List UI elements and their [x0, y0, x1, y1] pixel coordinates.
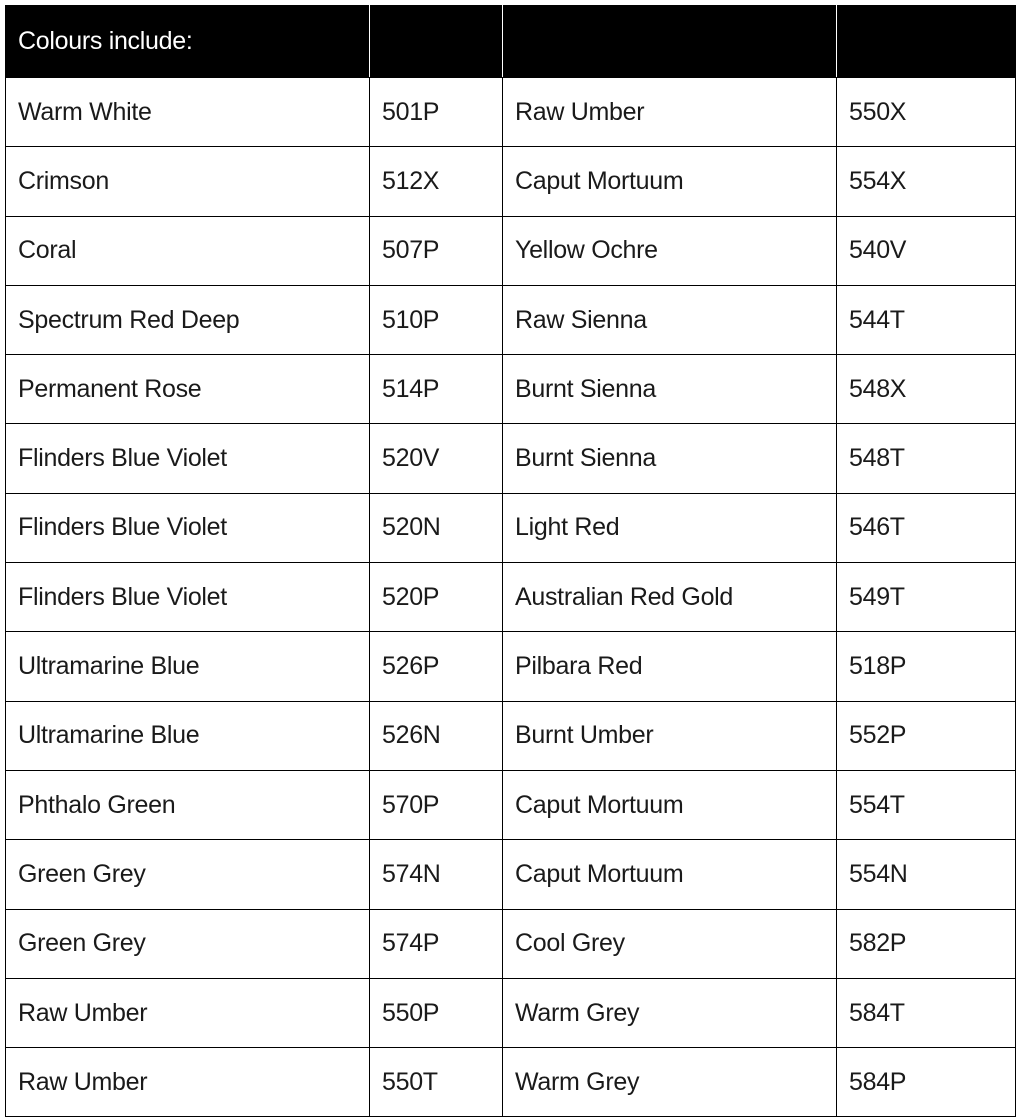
colour-name-right: Australian Red Gold [503, 563, 837, 632]
colour-name-right: Raw Sienna [503, 285, 837, 354]
table-header [6, 6, 1016, 78]
colour-name-right: Caput Mortuum [503, 840, 837, 909]
colour-code-right: 544T [837, 285, 1016, 354]
colour-code-left: 570P [370, 770, 503, 839]
colour-name-right: Caput Mortuum [503, 147, 837, 216]
colour-code-right: 518P [837, 632, 1016, 701]
colour-name-left: Flinders Blue Violet [6, 563, 370, 632]
colour-code-right: 554T [837, 770, 1016, 839]
colour-code-left: 550P [370, 978, 503, 1047]
colour-name-left: Green Grey [6, 840, 370, 909]
colour-code-left: 520P [370, 563, 503, 632]
table-row [6, 493, 1016, 562]
table-row [6, 701, 1016, 770]
colour-code-right: 584T [837, 978, 1016, 1047]
colour-code-right: 554N [837, 840, 1016, 909]
colour-name-left: Flinders Blue Violet [6, 424, 370, 493]
colour-name-right: Caput Mortuum [503, 770, 837, 839]
header-cell-4 [837, 6, 1016, 78]
table-row [6, 840, 1016, 909]
colour-name-left: Coral [6, 216, 370, 285]
table-row [6, 216, 1016, 285]
colour-name-left: Raw Umber [6, 1048, 370, 1117]
table-row [6, 355, 1016, 424]
table-row [6, 978, 1016, 1047]
colour-name-left: Flinders Blue Violet [6, 493, 370, 562]
colour-name-left: Crimson [6, 147, 370, 216]
colour-code-left: 574N [370, 840, 503, 909]
colour-name-right: Pilbara Red [503, 632, 837, 701]
table-row [6, 1048, 1016, 1117]
colour-name-right: Burnt Umber [503, 701, 837, 770]
table-row [6, 909, 1016, 978]
colour-code-left: 526N [370, 701, 503, 770]
colour-code-right: 582P [837, 909, 1016, 978]
table-row [6, 770, 1016, 839]
colour-code-right: 540V [837, 216, 1016, 285]
colour-name-left: Green Grey [6, 909, 370, 978]
table-body [6, 78, 1016, 1117]
colour-name-left: Ultramarine Blue [6, 701, 370, 770]
colour-name-right: Raw Umber [503, 78, 837, 147]
colour-code-right: 584P [837, 1048, 1016, 1117]
colour-name-left: Phthalo Green [6, 770, 370, 839]
header-cell-3 [503, 6, 837, 78]
colour-name-right: Light Red [503, 493, 837, 562]
colour-code-right: 550X [837, 78, 1016, 147]
header-cell-2 [370, 6, 503, 78]
table-row [6, 563, 1016, 632]
colour-code-left: 520V [370, 424, 503, 493]
colour-code-left: 520N [370, 493, 503, 562]
colour-name-left: Spectrum Red Deep [6, 285, 370, 354]
colour-code-left: 512X [370, 147, 503, 216]
colour-name-right: Burnt Sienna [503, 355, 837, 424]
colour-code-left: 526P [370, 632, 503, 701]
colour-code-left: 507P [370, 216, 503, 285]
colour-name-left: Warm White [6, 78, 370, 147]
colour-code-right: 548T [837, 424, 1016, 493]
colour-name-right: Warm Grey [503, 1048, 837, 1117]
colour-name-left: Permanent Rose [6, 355, 370, 424]
table-row [6, 424, 1016, 493]
table-row [6, 78, 1016, 147]
colour-name-left: Raw Umber [6, 978, 370, 1047]
colour-code-left: 514P [370, 355, 503, 424]
colour-code-right: 546T [837, 493, 1016, 562]
table-row [6, 632, 1016, 701]
colour-name-right: Burnt Sienna [503, 424, 837, 493]
colour-code-right: 548X [837, 355, 1016, 424]
colour-name-right: Cool Grey [503, 909, 837, 978]
colour-code-left: 510P [370, 285, 503, 354]
colour-code-right: 549T [837, 563, 1016, 632]
colour-name-right: Warm Grey [503, 978, 837, 1047]
colours-table [5, 5, 1016, 1117]
colour-name-left: Ultramarine Blue [6, 632, 370, 701]
colour-code-right: 552P [837, 701, 1016, 770]
colour-code-left: 574P [370, 909, 503, 978]
colour-code-right: 554X [837, 147, 1016, 216]
table-row [6, 285, 1016, 354]
colour-code-left: 501P [370, 78, 503, 147]
colour-name-right: Yellow Ochre [503, 216, 837, 285]
table-row [6, 147, 1016, 216]
colour-code-left: 550T [370, 1048, 503, 1117]
header-cell-colours-include: Colours include: [6, 6, 370, 78]
header-row [6, 6, 1016, 78]
